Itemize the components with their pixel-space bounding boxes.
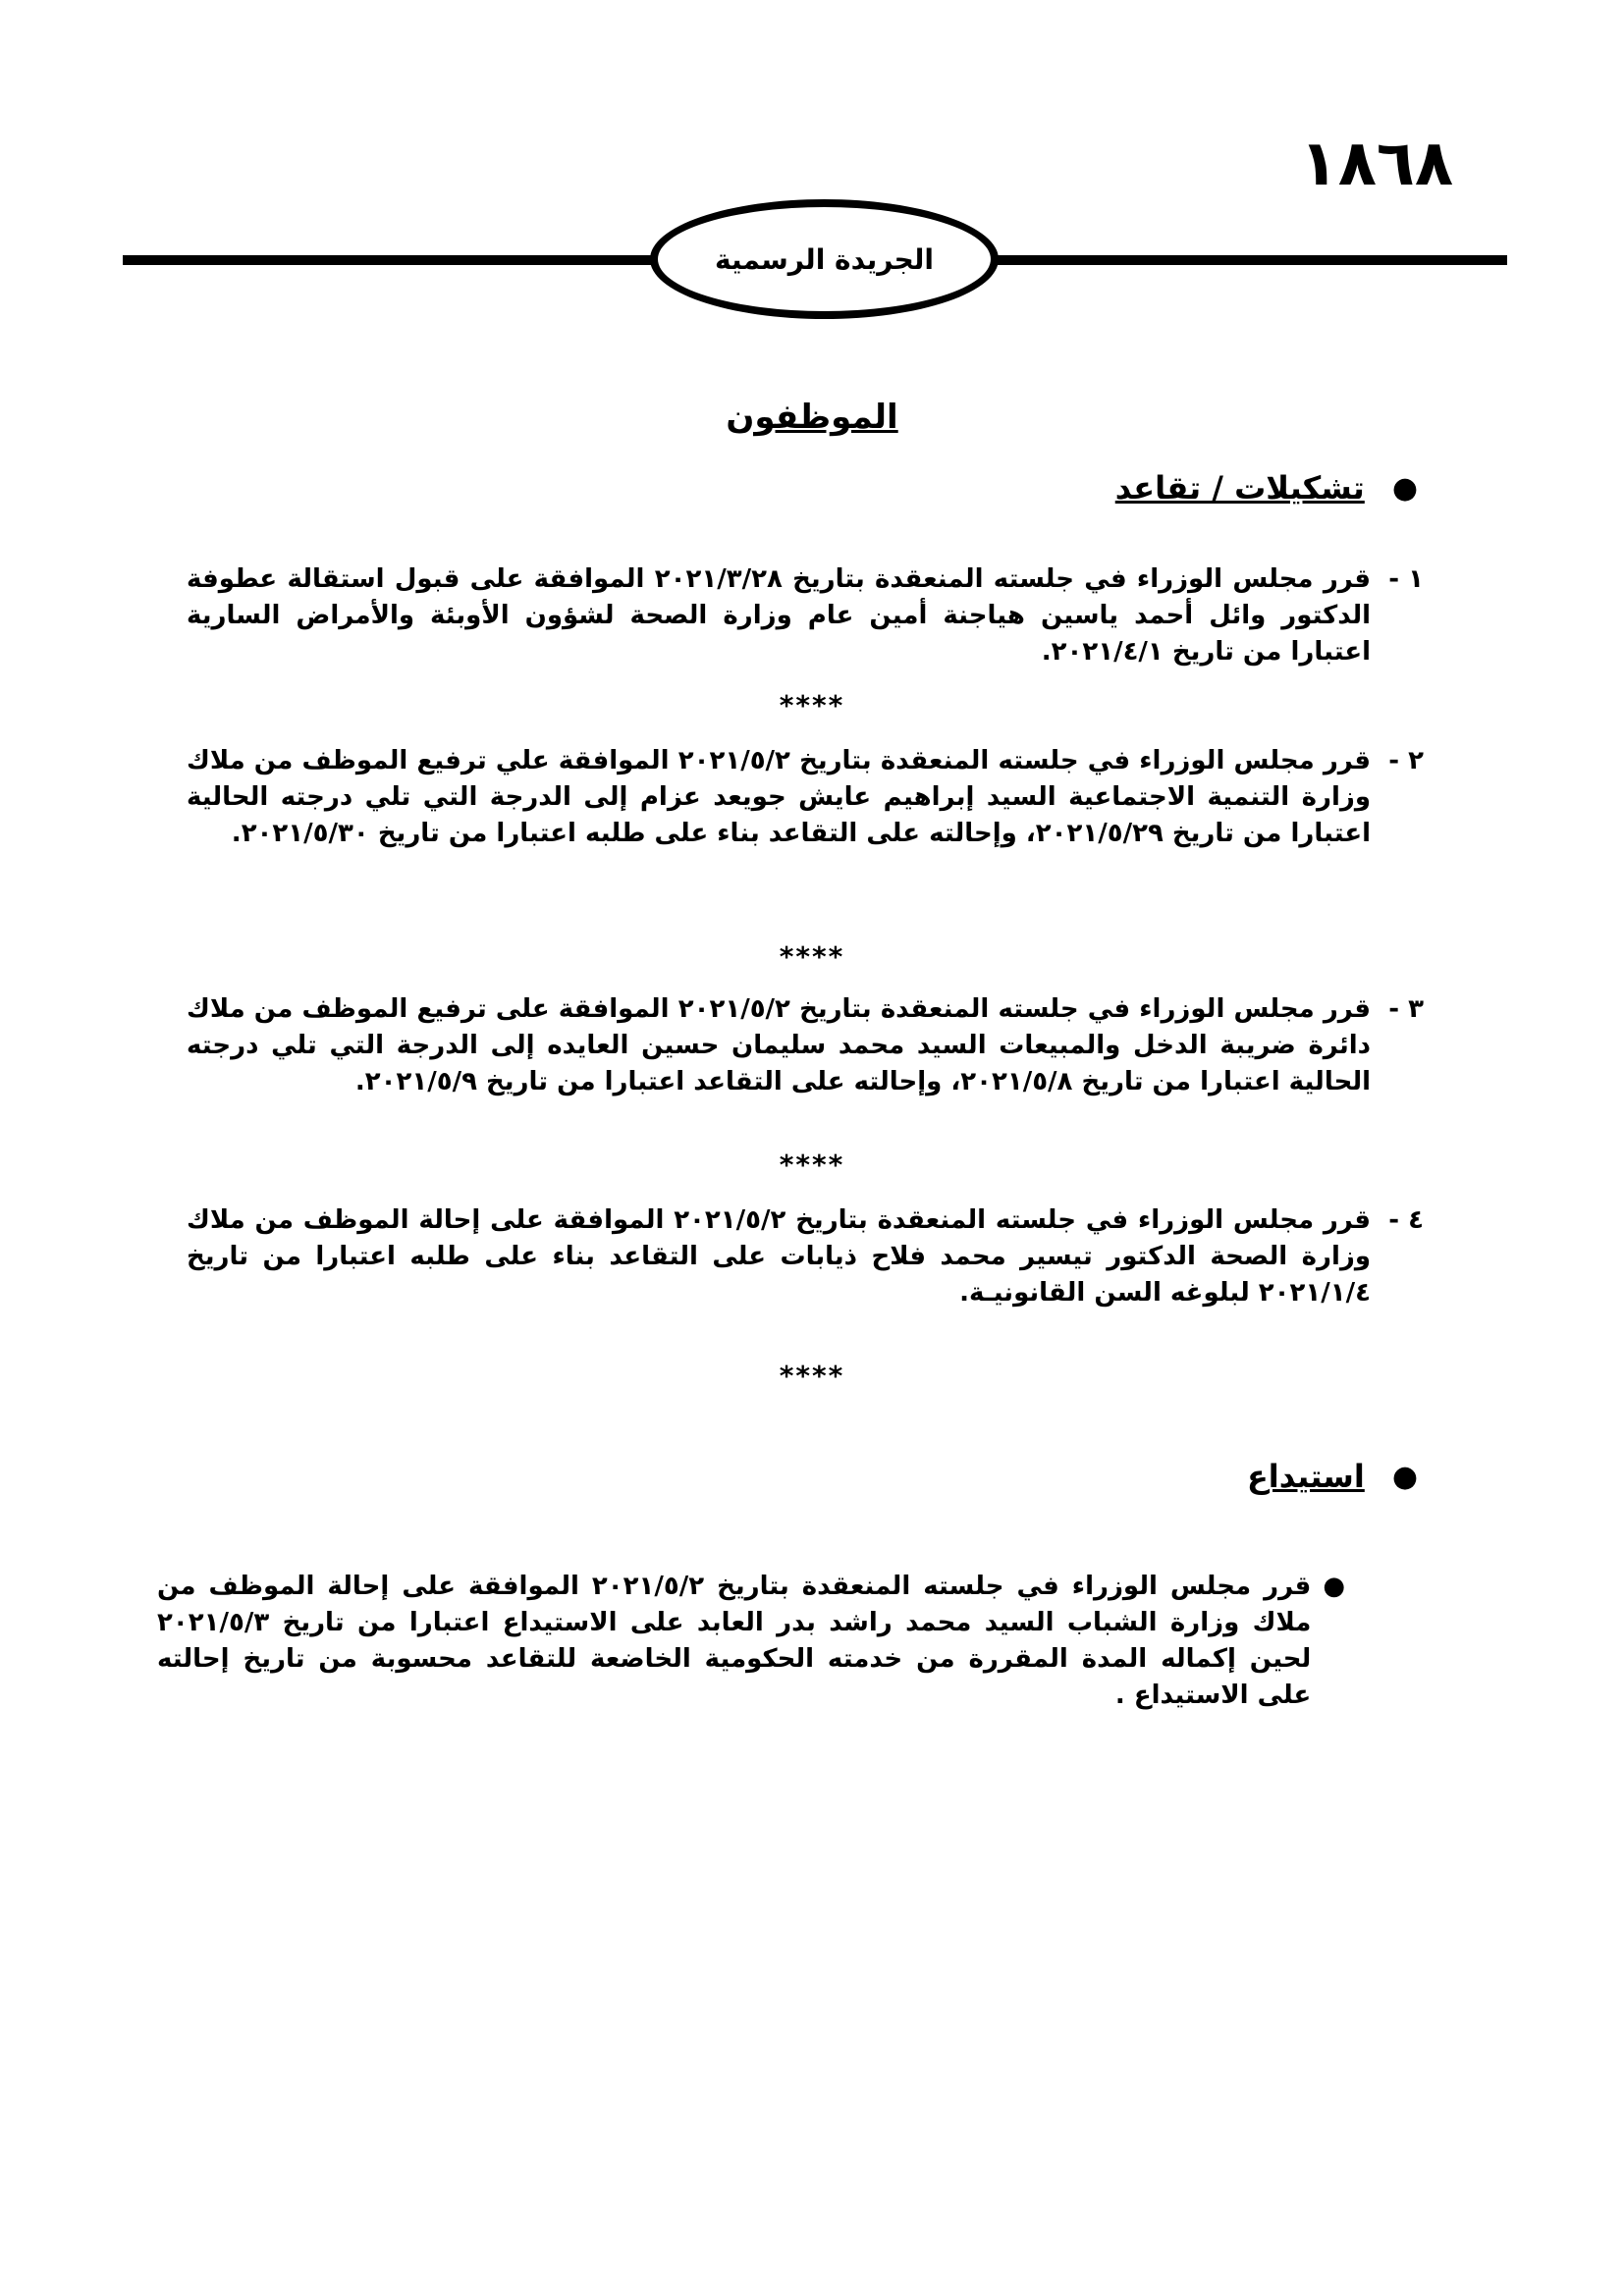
- decision-item-1: [187, 561, 1424, 670]
- item-number: ١ -: [1388, 564, 1424, 594]
- heading-formations: [1115, 469, 1418, 507]
- item-number: ٤ -: [1388, 1205, 1424, 1235]
- gazette-title-oval: [650, 199, 999, 319]
- item-number: ٣ -: [1388, 994, 1424, 1024]
- bullet-icon: ●: [1323, 1572, 1345, 1601]
- item-text: قرر مجلس الوزراء في جلسته المنعقدة بتاريخ ٢٠٢١/٥/٢ الموافقة على إحالة الموظف من ملاك وزارة الشباب السيد محمد راشد بدر العابد على الاستيداع اعتبارا من تاريخ ٢٠٢١/٥/٣ لحين إكماله المدة المقررة من خدمته الحكومية الخاضعة للتقاعد محسوبة من تاريخ إحالته على الاستيداع .: [157, 1572, 1312, 1710]
- section-title: الموظفون: [726, 398, 898, 437]
- bullet-icon: ●: [1391, 470, 1418, 506]
- bullet-icon: ●: [1391, 1459, 1418, 1494]
- item-text: قرر مجلس الوزراء في جلسته المنعقدة بتاريخ ٢٠٢١/٥/٢ الموافقة على ترفيع الموظف من ملاك دائرة ضريبة الدخل والمبيعات السيد محمد سليمان حسين العايده إلى الدرجة التي تلي درجته الحالية اعتبارا من تاريخ ٢٠٢١/٥/٨، وإحالته على التقاعد اعتبارا من تاريخ ٢٠٢١/٥/٩.: [187, 994, 1372, 1096]
- separator: ****: [779, 1360, 845, 1392]
- page-number: ١٨٦٨: [1299, 128, 1453, 200]
- secondment-item: [157, 1569, 1345, 1714]
- item-text: قرر مجلس الوزراء في جلسته المنعقدة بتاريخ ٢٠٢١/٣/٢٨ الموافقة على قبول استقالة عطوفة الدكتور وائل أحمد ياسين هياجنة أمين عام وزارة الصحة لشؤون الأوبئة والأمراض السارية اعتبارا من تاريخ ٢٠٢١/٤/١.: [187, 564, 1371, 667]
- heading-secondment-label: استيداع: [1246, 1458, 1365, 1495]
- header-rule-left: [123, 255, 653, 265]
- separator: ****: [779, 689, 845, 721]
- decision-item-4: [187, 1202, 1424, 1311]
- item-text: قرر مجلس الوزراء في جلسته المنعقدة بتاريخ ٢٠٢١/٥/٢ الموافقة على إحالة الموظف من ملاك وزارة الصحة الدكتور تيسير محمد فلاح ذيابات على التقاعد بناء على طلبه اعتبارا من تاريخ ٢٠٢١/١/٤ لبلوغه السن القانونيـة.: [187, 1205, 1371, 1308]
- item-text: قرر مجلس الوزراء في جلسته المنعقدة بتاريخ ٢٠٢١/٥/٢ الموافقة علي ترفيع الموظف من ملاك وزارة التنمية الاجتماعية السيد إبراهيم عايش جويعد عزام إلى الدرجة التي تلي درجته الحالية اعتبارا من تاريخ ٢٠٢١/٥/٢٩، وإحالته على التقاعد بناء على طلبه اعتبارا من تاريخ ٢٠٢١/٥/٣٠.: [187, 746, 1372, 848]
- header-rule-right: [997, 255, 1507, 265]
- heading-secondment: [1247, 1458, 1418, 1495]
- item-number: ٢ -: [1388, 746, 1424, 775]
- decision-item-3: [187, 991, 1424, 1100]
- heading-formations-label: تشكيلات / تقاعد: [1114, 469, 1365, 507]
- separator: ****: [779, 940, 845, 973]
- gazette-title: الجريدة الرسمية: [715, 242, 934, 276]
- decision-item-2: [187, 743, 1424, 852]
- separator: ****: [779, 1148, 845, 1181]
